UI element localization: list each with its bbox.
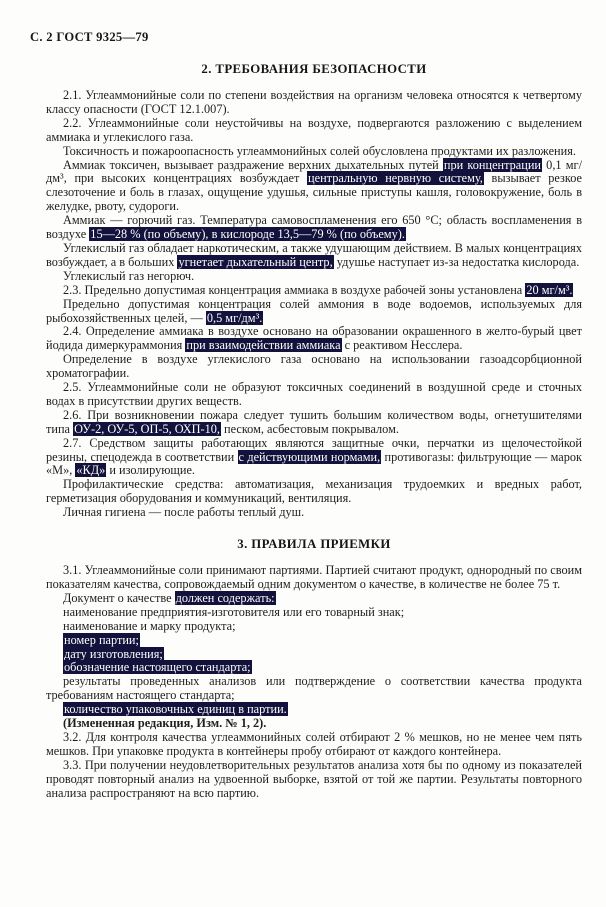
paragraph	[46, 298, 582, 326]
paragraph	[46, 717, 582, 731]
text-segment: противогазы: фильтрующие — марок «М»,	[46, 449, 583, 478]
paragraph	[46, 731, 582, 759]
paragraph	[46, 284, 582, 298]
highlighted-text: количество упаковочных единиц в партии.	[64, 702, 287, 717]
page-header: С. 2 ГОСТ 9325—79	[30, 30, 149, 44]
highlighted-text: ОУ-2, ОУ-5, ОП-5, ОХП-10,	[74, 421, 220, 436]
paragraph	[46, 564, 582, 592]
paragraph	[46, 353, 582, 381]
highlighted-text: номер партии;	[64, 632, 139, 647]
text-segment: 3.2. Для контроля качества углеаммонийных солей отбирают 2 % мешков, но не менее чем пять мешков. При упаковке продукта в контейнеры пробу отбирают от каждого контейнера.	[46, 729, 582, 758]
text-segment: 2.7. Средством защиты работающих являются защитные очки, перчатки из щелочестойкой резины, спецодежда в соответствии	[46, 435, 582, 464]
paragraph	[46, 606, 582, 620]
highlighted-text: «КД»	[76, 463, 106, 478]
text-segment: результаты проведенных анализов или подтверждение о соответствии качества продукта требованиям настоящего стандарта;	[46, 674, 582, 703]
paragraph	[46, 506, 582, 520]
highlighted-text: должен содержать:	[175, 590, 275, 605]
text-segment: Профилактические средства: автоматизация, механизация трудоемких и вредных работ, герметизация оборудования и коммуникаций, вентиляция.	[46, 477, 582, 506]
paragraph	[46, 478, 582, 506]
text-segment: 2.4. Определение аммиака в воздухе основано на образовании окрашенного в желто-бурый цвет йодида димеркураммония	[46, 324, 582, 353]
paragraph	[46, 703, 582, 717]
text-segment: (Измененная редакция, Изм. № 1, 2).	[63, 716, 267, 731]
highlighted-text: 0,5 мг/дм³.	[206, 310, 263, 325]
paragraph	[46, 270, 582, 284]
section-title: 3. ПРАВИЛА ПРИЕМКИ	[237, 537, 391, 552]
paragraph	[46, 242, 582, 270]
highlighted-text: 20 мг/м³.	[526, 282, 573, 297]
text-segment: 2.1. Углеаммонийные соли по степени воздействия на организм человека относятся к четвертому классу опасности (ГОСТ 12.1.007).	[46, 88, 582, 116]
paragraph	[46, 145, 582, 159]
paragraph	[46, 592, 582, 606]
paragraph	[46, 634, 582, 648]
highlighted-text: центральную нервную систему,	[308, 171, 483, 186]
highlighted-text: при взаимодействии аммиака	[186, 338, 341, 353]
text-segment: 0,1 мг/дм³, при высоких концентрациях возбуждает	[46, 157, 582, 186]
text-segment: удушье наступает из-за недостатка кислорода.	[333, 254, 580, 269]
text-segment: Углекислый газ негорюч.	[63, 268, 195, 283]
document-content	[46, 62, 582, 801]
highlighted-text: угнетает дыхательный центр,	[178, 254, 333, 269]
paragraph	[46, 159, 582, 215]
paragraph	[46, 409, 582, 437]
highlighted-text: с действующими нормами,	[238, 449, 381, 464]
text-segment: вызывает резкое слезоточение и боль в глазах, ощущение удушья, сильные приступы кашля, головокружение, боль в желудке, рвоту, судороги.	[46, 171, 583, 214]
paragraph	[46, 648, 582, 662]
text-segment: 3.3. При получении неудовлетворительных результатов анализа хотя бы по одному из показателей проводят повторный анализ на удвоенной выборке, взятой от той же партии. Результаты повторного анализа распространяют на всю партию.	[46, 757, 582, 800]
highlighted-text: при концентрации	[443, 157, 541, 172]
highlighted-text: 15—28 % (по объему), в кислороде 13,5—79 % (по объему).	[90, 227, 405, 242]
text-segment: наименование предприятия-изготовителя или его товарный знак;	[63, 604, 405, 619]
paragraph	[46, 437, 582, 479]
paragraph	[46, 620, 582, 634]
text-segment: Токсичность и пожароопасность углеаммонийных солей обусловлена продуктами их разложения.	[63, 143, 576, 158]
paragraph	[46, 381, 582, 409]
text-segment: и изолирующие.	[106, 463, 195, 478]
paragraph	[46, 759, 582, 801]
text-segment: 2.3. Предельно допустимая концентрация аммиака в воздухе рабочей зоны установлена	[63, 282, 526, 297]
text-segment: Личная гигиена — после работы теплый душ.	[63, 505, 305, 520]
text-segment: 3.1. Углеаммонийные соли принимают партиями. Партией считают продукт, однородный по своим показателям качества, сопровождаемый одним документом о качестве, в количестве не более 75 т.	[46, 563, 582, 591]
text-segment: песком, асбестовым покрывалом.	[220, 421, 399, 436]
text-segment: Документ о качестве	[63, 590, 175, 605]
paragraph	[46, 325, 582, 353]
text-segment: с реактивом Несслера.	[341, 338, 463, 353]
text-segment: 2.2. Углеаммонийные соли неустойчивы на воздухе, подвергаются разложению с выделением аммиака и углекислого газа.	[46, 115, 582, 144]
paragraph	[46, 117, 582, 145]
text-segment: Аммиак — горючий газ. Температура самовоспламенения его 650 °С; область воспламенения в воздухе	[46, 213, 582, 242]
text-segment: Углекислый газ обладает наркотическим, а также удушающим действием. В малых концентрациях возбуждает, а в больших	[46, 240, 582, 269]
text-segment: 2.5. Углеаммонийные соли не образуют токсичных соединений в воздушной среде и сточных водах в присутствии других веществ.	[46, 380, 582, 408]
highlighted-text: дату изготовления;	[64, 646, 163, 661]
text-segment: наименование и марку продукта;	[63, 618, 236, 633]
paragraph	[46, 89, 582, 117]
text-segment: 2.6. При возникновении пожара следует тушить большим количеством воды, огнетушителями типа	[46, 407, 582, 436]
paragraph	[46, 661, 582, 675]
text-segment: Аммиак токсичен, вызывает раздражение верхних дыхательных путей	[63, 157, 443, 172]
highlighted-text: обозначение настоящего стандарта;	[64, 660, 251, 675]
paragraph	[46, 675, 582, 703]
paragraph	[46, 214, 582, 242]
text-segment: Определение в воздухе углекислого газа основано на использовании газоадсорбционной хроматографии.	[46, 352, 582, 381]
text-segment: Предельно допустимая концентрация солей аммония в воде водоемов, используемых для рыбохозяйственных целей, —	[46, 296, 582, 325]
section-title: 2. ТРЕБОВАНИЯ БЕЗОПАСНОСТИ	[201, 62, 427, 76]
